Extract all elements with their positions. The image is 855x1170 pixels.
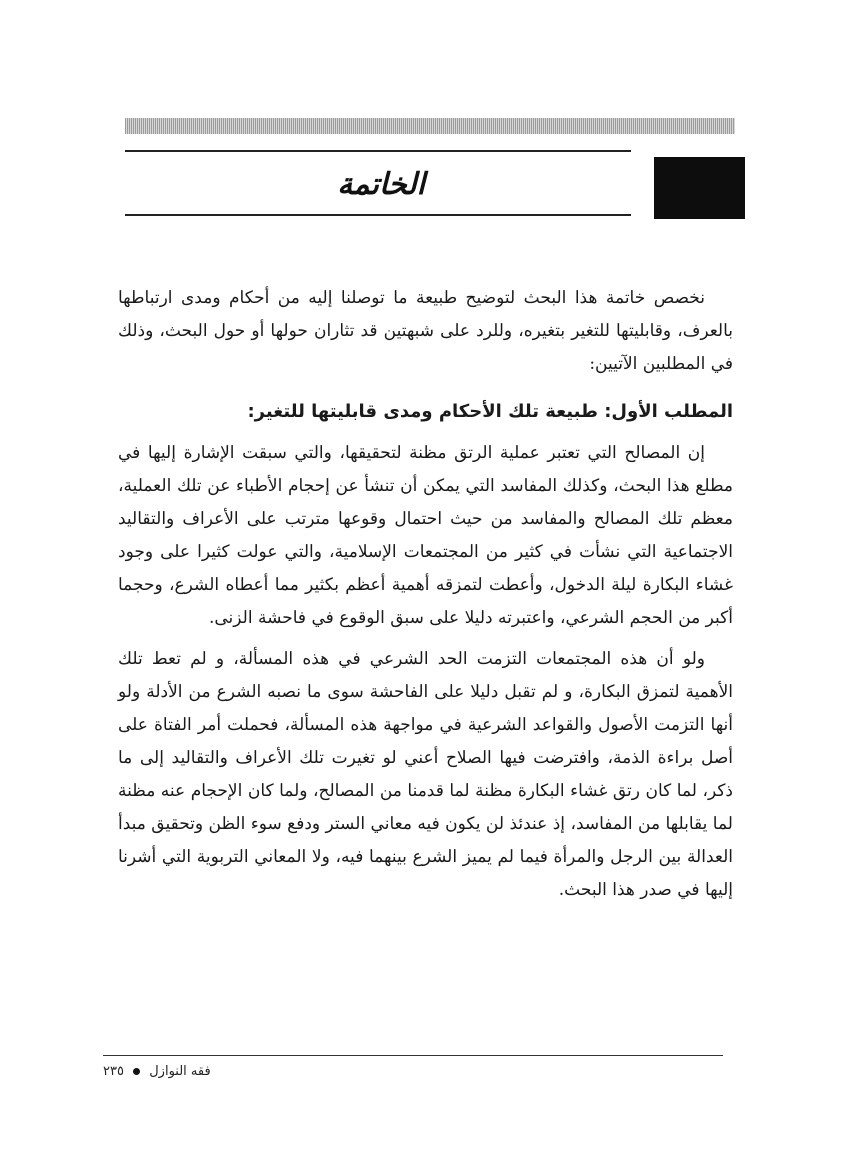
page-footer [103,1061,263,1083]
body-paragraph-2: ولو أن هذه المجتمعات التزمت الحد الشرعي في هذه المسألة، و لم تعط تلك الأهمية لتمزق البكارة، و لم تقبل دليلا على الفاحشة سوى ما نصبه الشرع من الأدلة ولو أنها التزمت الأصول والقواعد الشرعية في مواجهة هذه المسألة، فحملت أمر الفتاة على أصل براءة الذمة، وافترضت فيها الصلاح أعني لو تغيرت تلك الأعراف والتقاليد إلى ما ذكر، لما كان رتق غشاء البكارة مظنة لما قدمنا من المصالح، ولما كان الإحجام عنه مظنة لما يقابلها من المفاسد، إذ عندئذ لن يكون فيه معاني الستر ودفع سوء الظن وتحقيق مبدأ العدالة بين الرجل والمرأة فيما لم يميز الشرع بينهما فيه، ولا المعاني التربوية التي أشرنا إليها في صدر هذا البحث. [118,649,733,900]
chapter-title: الخاتمة [337,167,425,202]
header-decorative-band [125,118,735,134]
chapter-marker-block [654,157,745,219]
footer-rule [103,1055,723,1056]
page-body [118,282,733,907]
body-paragraph-1: إن المصالح التي تعتبر عملية الرتق مظنة لتحقيقها، والتي سبقت الإشارة إليها في مطلع هذا البحث، وكذلك المفاسد التي يمكن أن تنشأ عن إحجام الأطباء عن تلك العملية، معظم تلك المصالح والمفاسد من حيث احتمال وقوعها مترتب على الأعراف والتقاليد الاجتماعية التي نشأت في كثير من المجتمعات الإسلامية، والتي عولت كثيرا على وجود غشاء البكارة ليلة الدخول، وأعطت لتمزقه أهمية أعظم بكثير مما أعطاه الشرع، وحجما أكبر من الحجم الشرعي، واعتبرته دليلا على سبق الوقوع في فاحشة الزنى. [118,443,733,628]
section-heading: المطلب الأول: طبيعة تلك الأحكام ومدى قابليتها للتغير: [247,401,733,422]
title-bottom-rule [125,214,631,216]
bullet-icon [133,1068,140,1075]
title-top-rule [125,150,631,152]
intro-paragraph: نخصص خاتمة هذا البحث لتوضيح طبيعة ما توصلنا إليه من أحكام ومدى ارتباطها بالعرف، وقابليتها للتغير بتغيره، وللرد على شبهتين قد تثاران حولها أو حول البحث، وذلك في المطلبين الآتيين: [118,288,734,374]
journal-name: فقه النوازل [149,1064,211,1079]
page-number: ٢٣٥ [103,1064,124,1079]
